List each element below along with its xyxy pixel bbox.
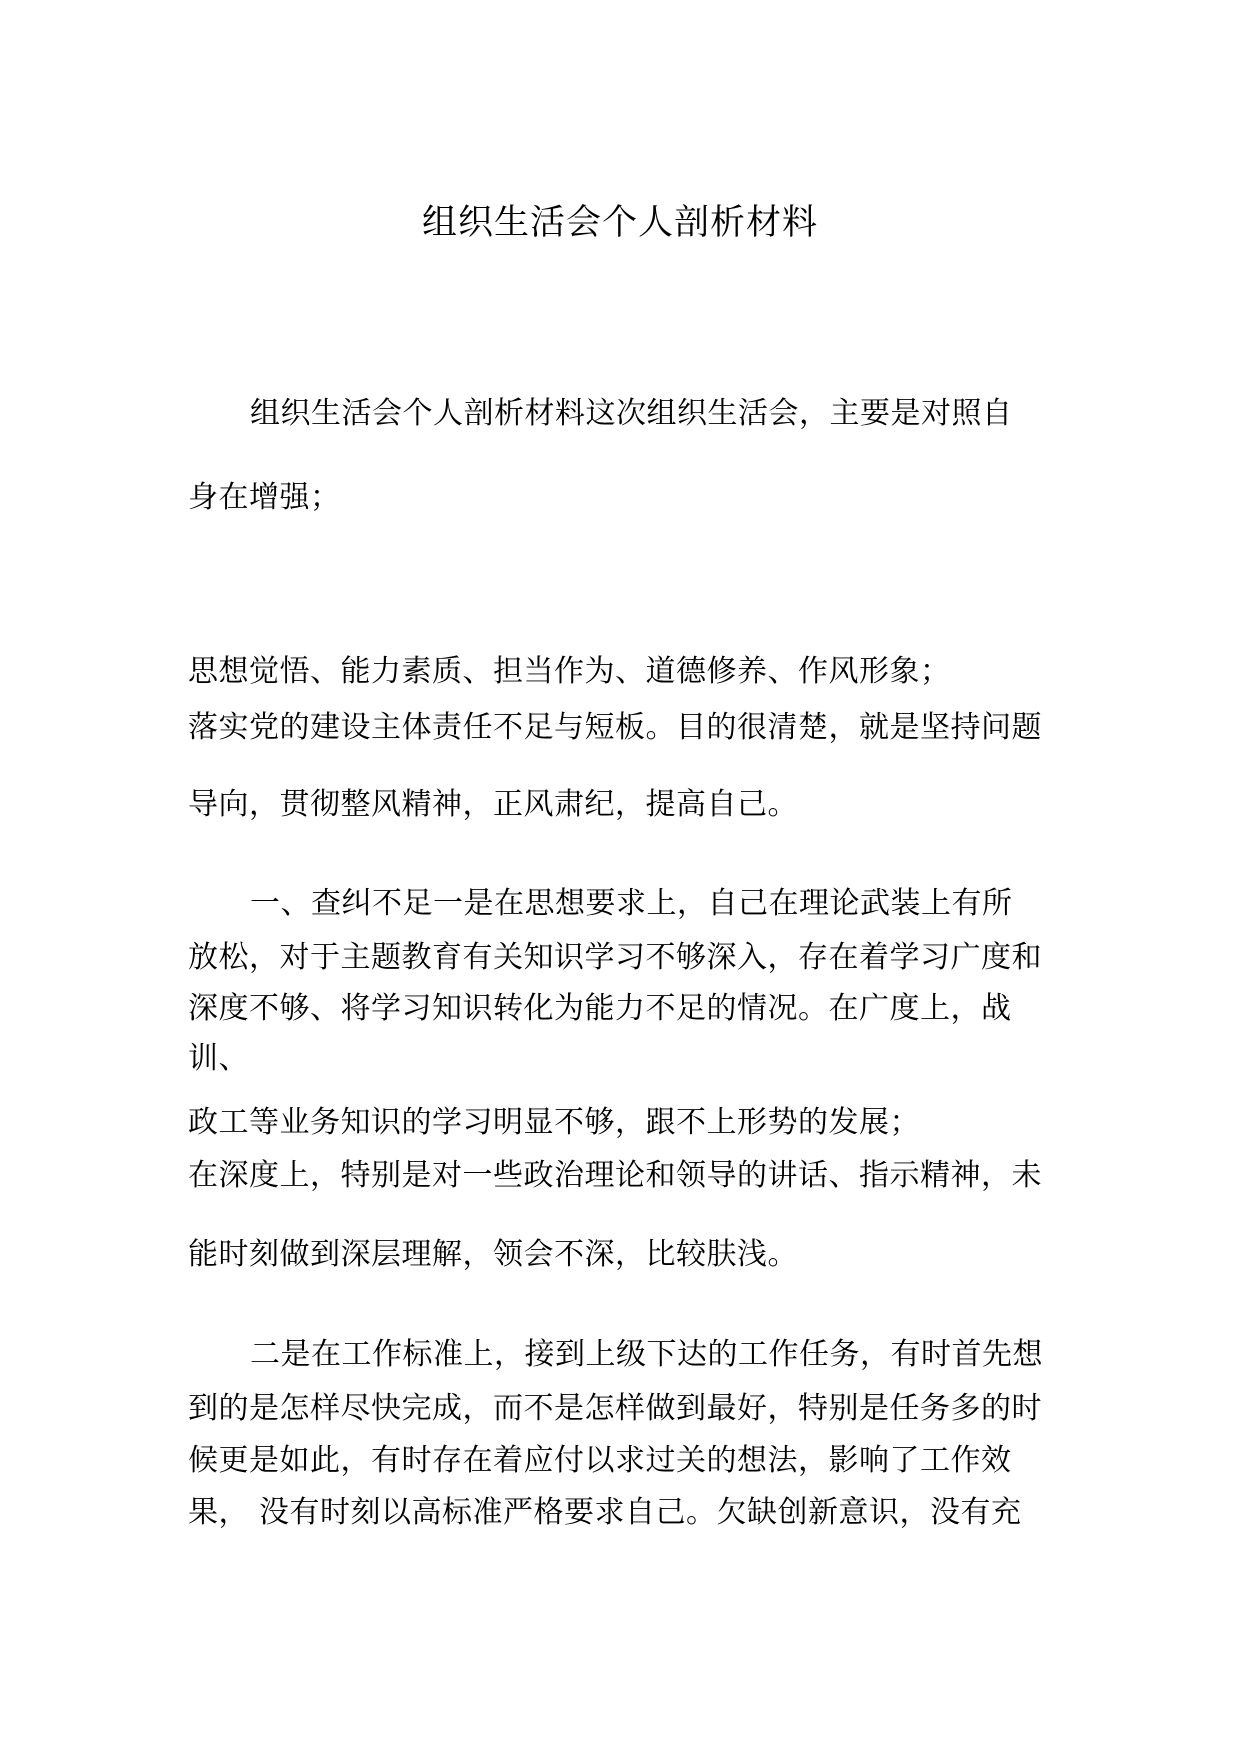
body-line: 思想觉悟、能力素质、担当作为、道德修养、作风形象； — [188, 654, 951, 689]
page-title: 组织生活会个人剖析材料 — [421, 203, 818, 243]
body-line: 组织生活会个人剖析材料这次组织生活会，主要是对照自 — [250, 396, 1013, 431]
body-line: 政工等业务知识的学习明显不够，跟不上形势的发展； — [188, 1105, 920, 1140]
body-line: 身在增强； — [188, 480, 341, 515]
body-line: 在深度上，特别是对一些政治理论和领导的讲话、指示精神，未 — [188, 1158, 1042, 1193]
body-line: 到的是怎样尽快完成，而不是怎样做到最好，特别是任务多的时 — [188, 1391, 1042, 1426]
body-line: 能时刻做到深层理解，领会不深，比较肤浅。 — [188, 1237, 798, 1272]
body-line: 落实党的建设主体责任不足与短板。目的很清楚，就是坚持问题 — [188, 710, 1042, 745]
body-line: 一、查纠不足一是在思想要求上，自己在理论武装上有所 — [250, 886, 1013, 921]
body-line: 候更是如此，有时存在着应付以求过关的想法，影响了工作效 — [188, 1443, 1012, 1478]
body-line: 导向，贯彻整风精神，正风肃纪，提高自己。 — [188, 787, 798, 822]
body-line: 果， 没有时刻以高标准严格要求自己。欠缺创新意识，没有充 — [188, 1495, 1022, 1530]
body-line: 放松，对于主题教育有关知识学习不够深入，存在着学习广度和 — [188, 940, 1042, 975]
body-line: 深度不够、将学习知识转化为能力不足的情况。在广度上，战 — [188, 991, 1012, 1026]
body-line: 二是在工作标准上，接到上级下达的工作任务，有时首先想 — [250, 1337, 1043, 1372]
body-line: 训、 — [188, 1041, 249, 1076]
